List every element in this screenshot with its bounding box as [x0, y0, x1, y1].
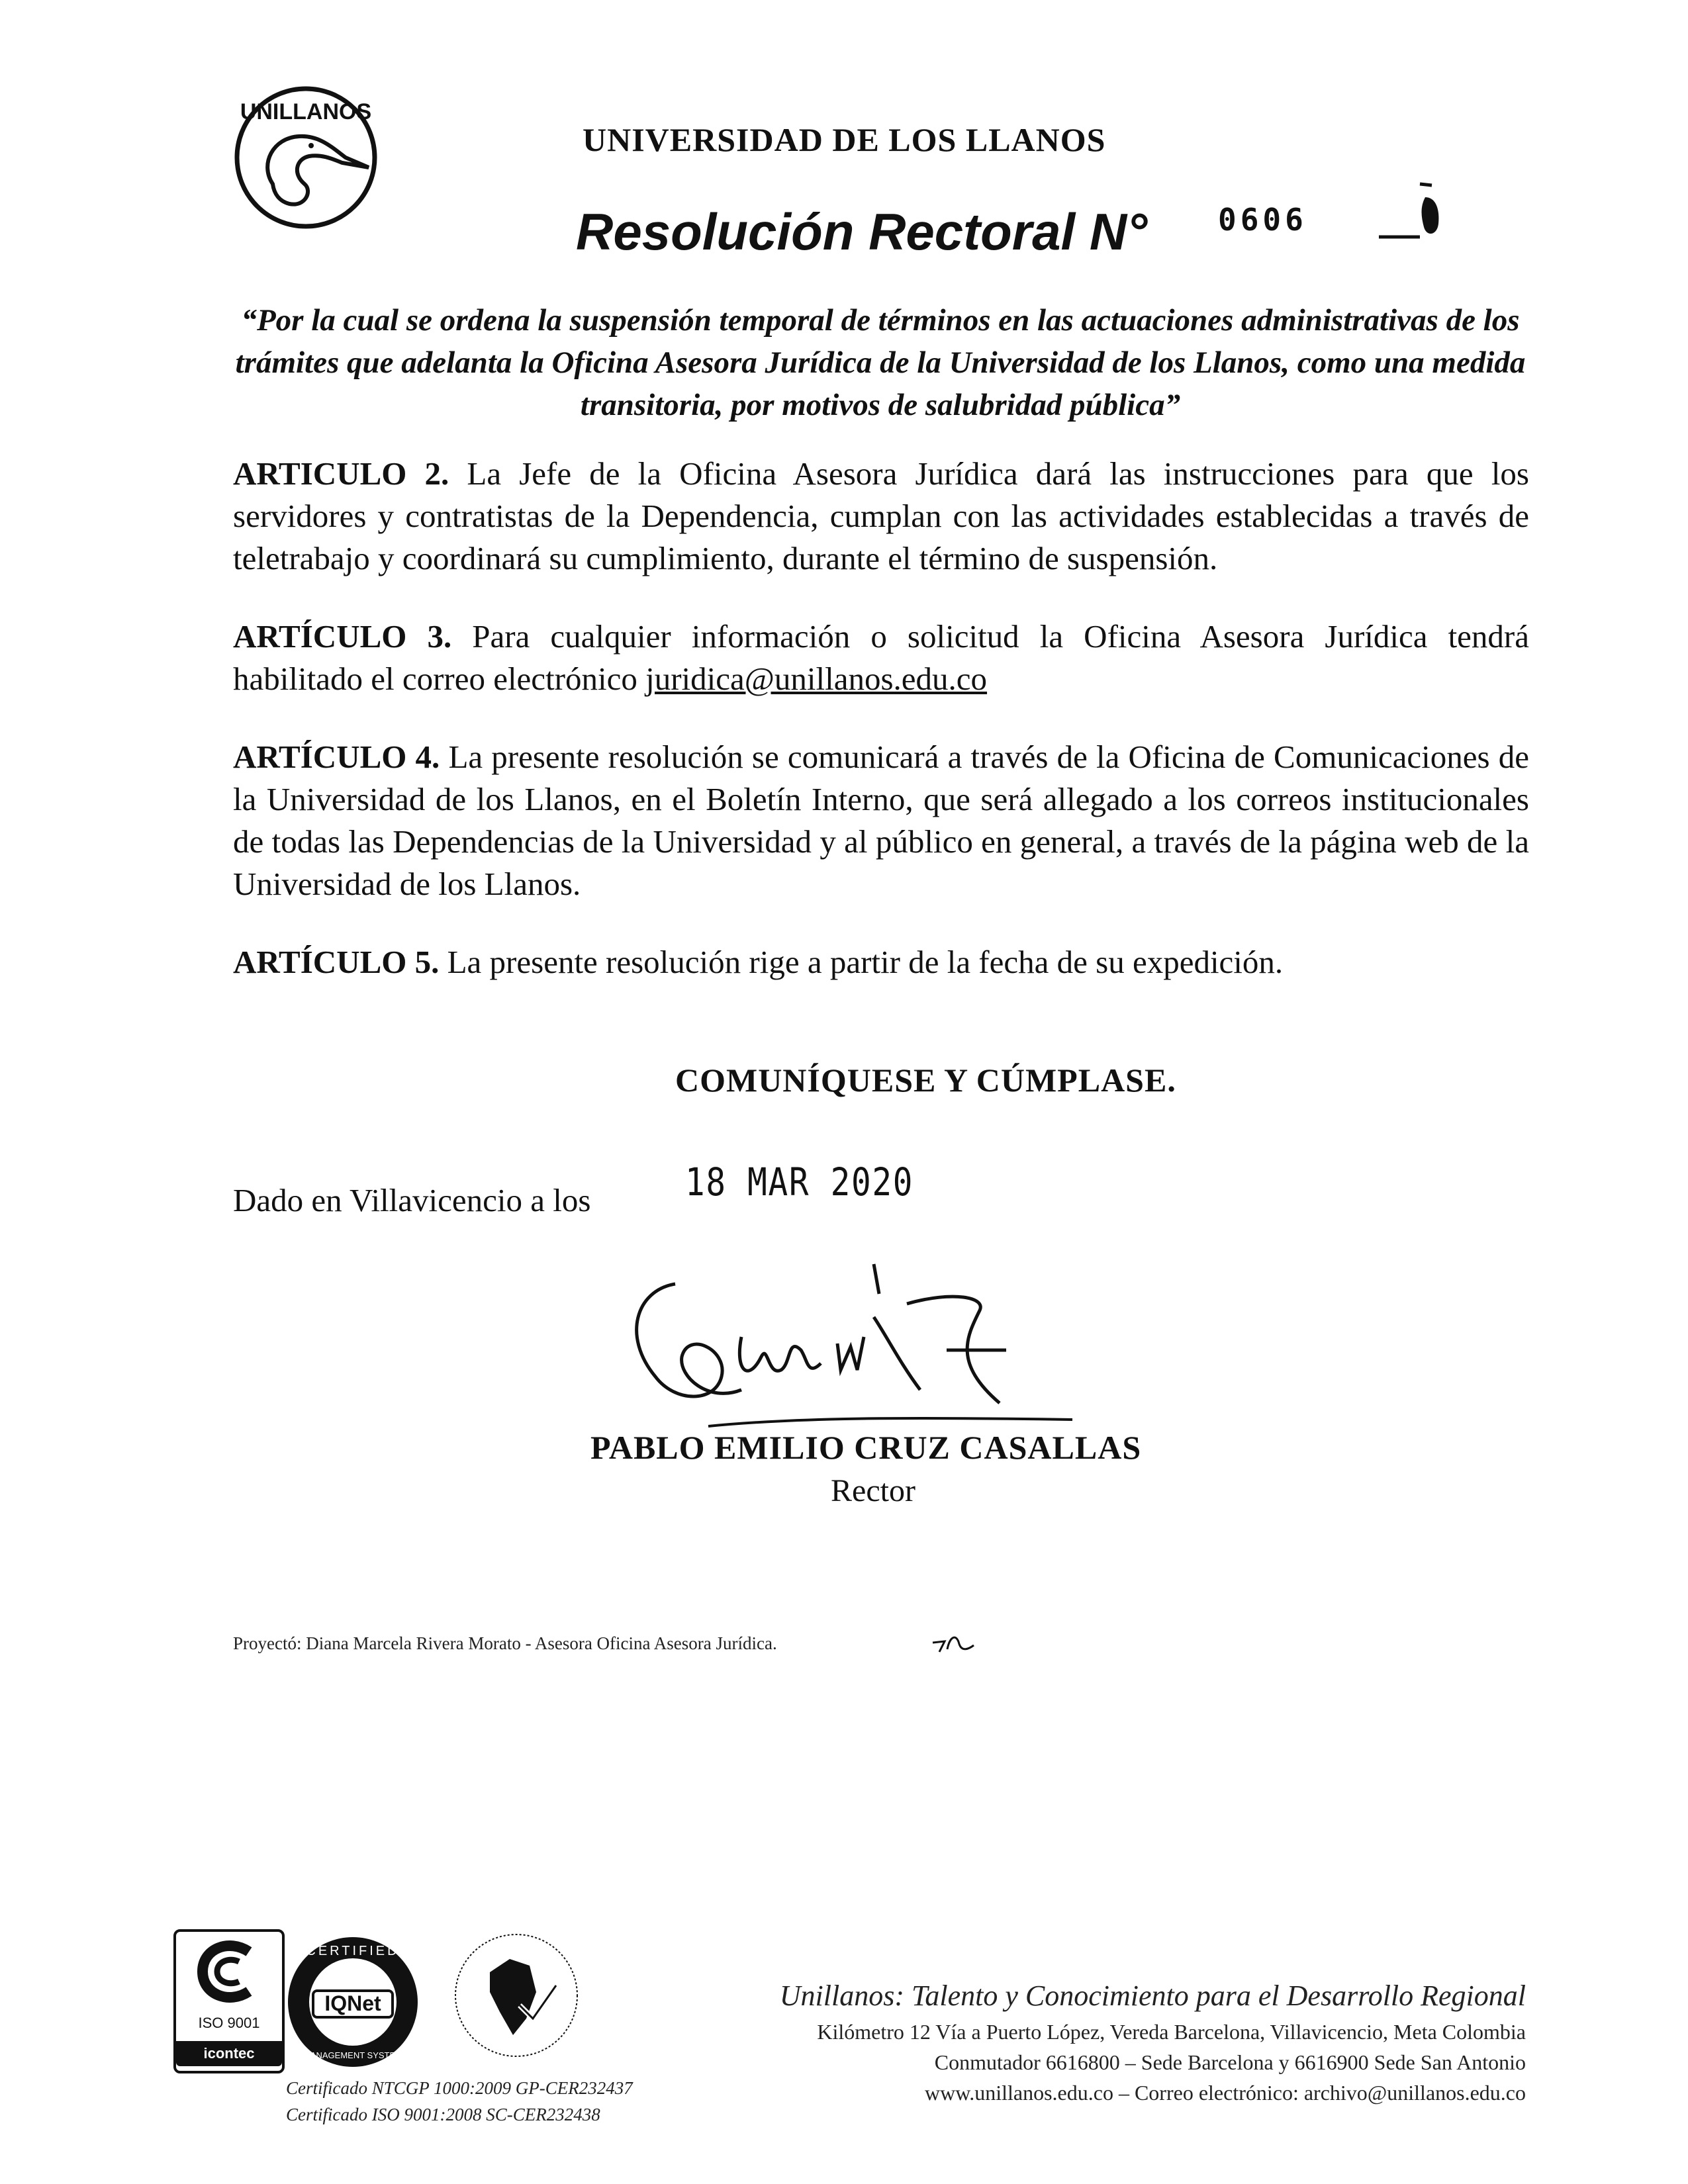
article-text: La presente resolución se comunicará a través de la Oficina de Comunicaciones de la Universidad de los Llanos, en el Boletín Interno, que será allegado a los correos institucionales de todas las Dependencias de la Universidad y al público en general, a través de la página web de la Universidad de los Llanos. — [233, 739, 1530, 902]
certified-label: CERTIFIED — [306, 1944, 400, 1958]
iqnet-logo-icon — [283, 1933, 422, 2071]
article-4 — [233, 736, 1529, 905]
icontec-label: icontec — [176, 2041, 282, 2066]
prepared-by: Proyectó: Diana Marcela Rivera Morato - Asesora Oficina Asesora Jurídica. — [233, 1633, 777, 1653]
icontec-certificate-badge — [173, 1929, 285, 2073]
resolution-subject: “Por la cual se ordena la suspensión temporal de términos en las actuaciones administrativas de los trámites que adelanta la Oficina Asesora Jurídica de la Universidad de los Llanos, como una medida transitoria, por motivos de salubridad pública” — [235, 303, 1526, 422]
resolution-number: 0606 — [1218, 202, 1307, 238]
signatory-title: Rector — [831, 1473, 915, 1508]
article-2 — [233, 453, 1529, 580]
closing-formula: COMUNÍQUESE Y CÚMPLASE. — [675, 1062, 1176, 1099]
article-head: ARTÍCULO 4. — [233, 739, 440, 775]
signatory-name: PABLO EMILIO CRUZ CASALLAS — [590, 1429, 1142, 1466]
email-link[interactable]: juridica@unillanos.edu.co — [645, 660, 988, 697]
institutional-slogan: Unillanos: Talento y Conocimiento para el Desarrollo Regional — [779, 1979, 1526, 2012]
resolution-title: Resolución Rectoral N° — [576, 203, 1148, 261]
article-3 — [233, 615, 1529, 700]
ntcgp-seal-icon — [450, 1919, 583, 2071]
unillanos-logo-icon — [233, 85, 379, 230]
university-name: UNIVERSIDAD DE LOS LLANOS — [583, 121, 1106, 158]
handwritten-mark-icon — [1374, 171, 1446, 250]
article-text: La Jefe de la Oficina Asesora Jurídica dará las instrucciones para que los servidores y contratistas de la Dependencia, cumplan con las actividades establecidas a través de teletrabajo y coordinará su cumplimiento, durante el término de suspensión. — [233, 455, 1530, 576]
web-email-line[interactable]: www.unillanos.edu.co – Correo electrónico: archivo@unillanos.edu.co — [924, 2081, 1526, 2105]
article-head: ARTÍCULO 5. — [233, 944, 440, 980]
article-head: ARTICULO 2. — [233, 455, 449, 492]
iqnet-label: IQNet — [324, 1991, 381, 2015]
certificate-line: Certificado ISO 9001:2008 SC-CER232438 — [286, 2105, 600, 2124]
date-stamp: 18 MAR 2020 — [685, 1160, 914, 1205]
place-label: Dado en Villavicencio a los — [233, 1182, 591, 1218]
article-5 — [233, 941, 1529, 983]
icontec-logo-icon — [176, 1932, 282, 2011]
logo-text: UNILLANOS — [240, 99, 372, 124]
address-line: Kilómetro 12 Vía a Puerto López, Vereda Barcelona, Villavicencio, Meta Colombia — [817, 2020, 1526, 2044]
signature-icon — [609, 1238, 1086, 1456]
iso-label: ISO 9001 — [198, 2015, 260, 2031]
article-head: ARTÍCULO 3. — [233, 618, 452, 655]
phone-line: Conmutador 6616800 – Sede Barcelona y 6616900 Sede San Antonio — [934, 2050, 1526, 2074]
article-text: Para cualquier información o solicitud la Oficina Asesora Jurídica tendrá habilitado el correo electrónico — [233, 618, 1529, 697]
management-system-label: MANAGEMENT SYSTEM — [303, 2050, 403, 2060]
certificate-line: Certificado NTCGP 1000:2009 GP-CER232437 — [286, 2078, 633, 2098]
article-text: La presente resolución rige a partir de la fecha de su expedición. — [447, 944, 1284, 980]
initials-icon — [930, 1629, 976, 1656]
